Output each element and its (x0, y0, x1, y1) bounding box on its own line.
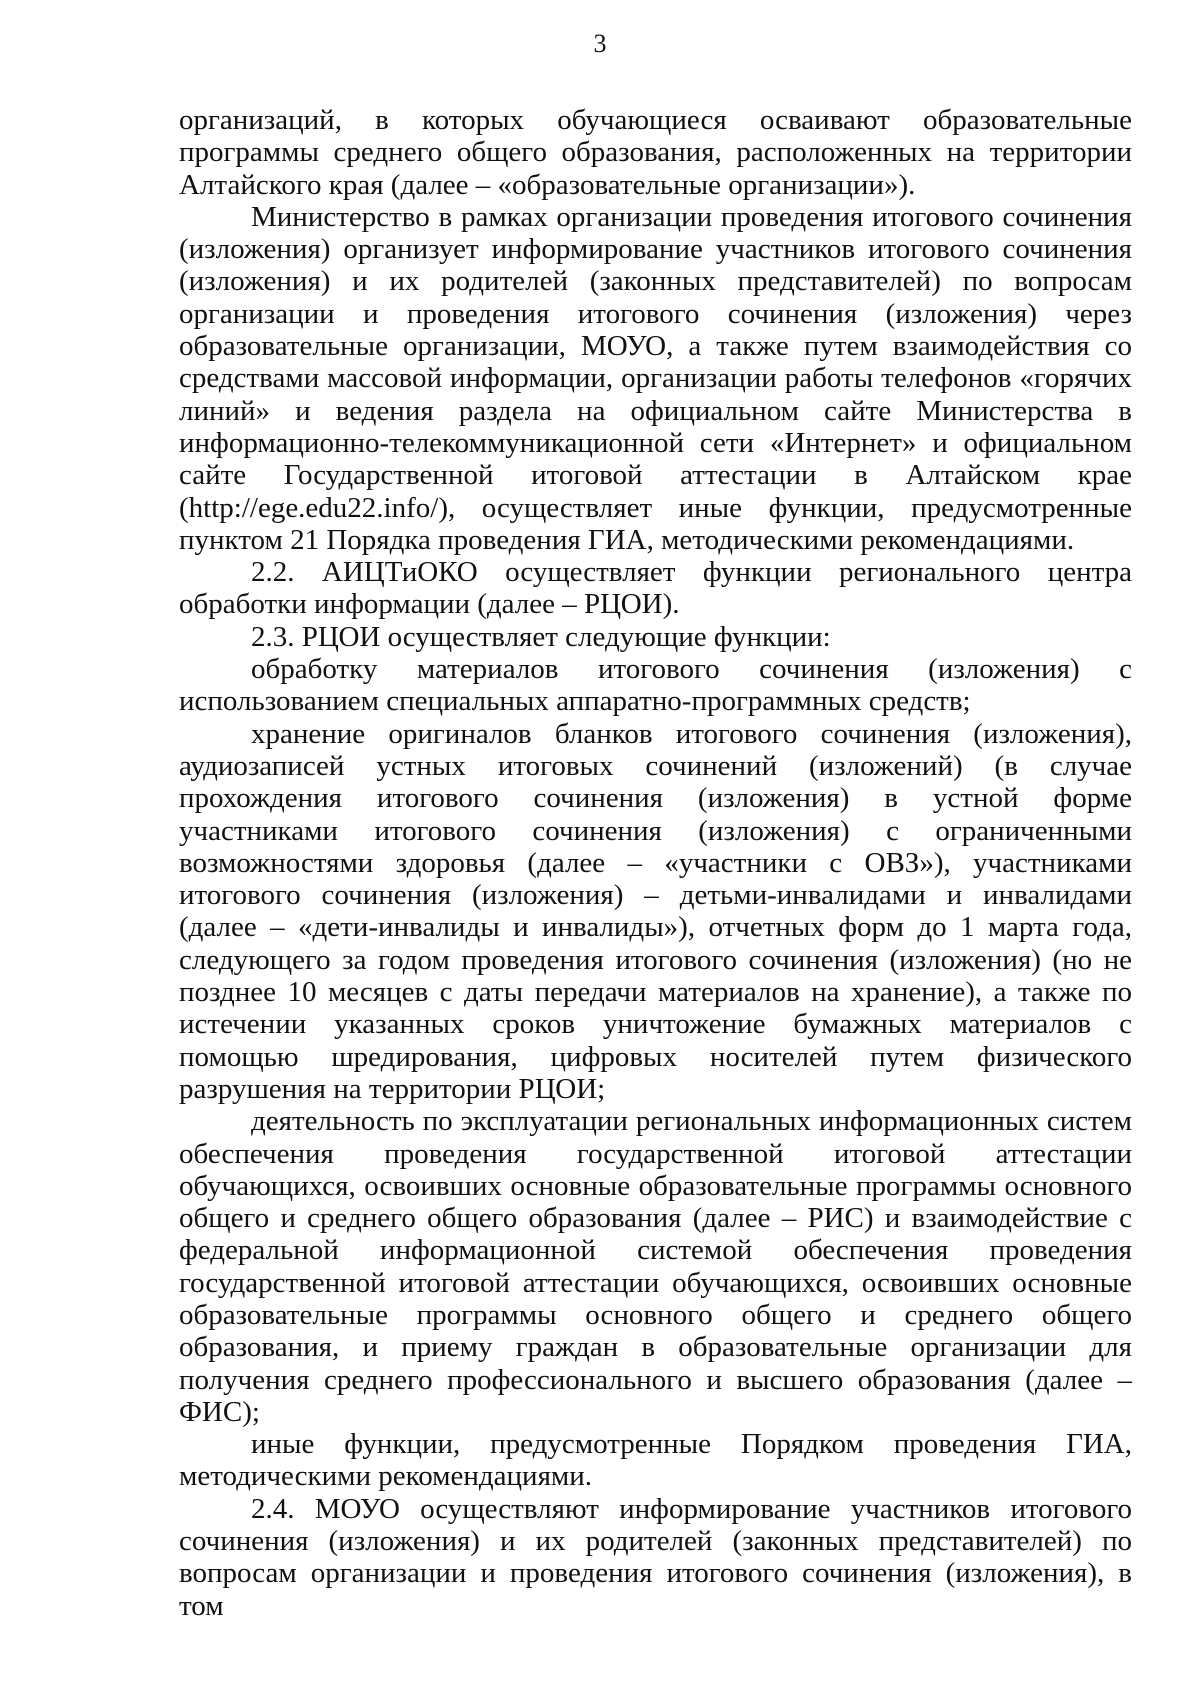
document-body (179, 104, 1132, 1622)
paragraph: иные функции, предусмотренные Порядком проведения ГИА, методическими рекомендациями. (179, 1428, 1132, 1493)
paragraph: Министерство в рамках организации проведения итогового сочинения (изложения) организует информирование участников итогового сочинения (изложения) и их родителей (законных представителей) по вопросам организации и проведения итогового сочинения (изложения) через образовательные организации, МОУО, а также путем взаимодействия со средствами массовой информации, организации работы телефонов «горячих линий» и ведения раздела на официальном сайте Министерства в информационно-телекоммуникационной сети «Интернет» и официальном сайте Государственной итоговой аттестации в Алтайском крае (http://ege.edu22.info/), осуществляет иные функции, предусмотренные пунктом 21 Порядка проведения ГИА, методическими рекомендациями. (179, 200, 1132, 556)
paragraph-section-2-4: 2.4. МОУО осуществляют информирование участников итогового сочинения (изложения) и их родителей (законных представителей) по вопросам организации и проведения итогового сочинения (изложения), в том (179, 1492, 1132, 1622)
paragraph-section-2-3: 2.3. РЦОИ осуществляет следующие функции: (251, 620, 831, 653)
paragraph-section-2-2: 2.2. АИЦТиОКО осуществляет функции регионального центра обработки информации (далее – РЦОИ). (179, 556, 1132, 621)
paragraph: хранение оригиналов бланков итогового сочинения (изложения), аудиозаписей устных итоговых сочинений (изложений) (в случае прохождения итогового сочинения (изложения) в устной форме участниками итогового сочинения (изложения) с ограниченными возможностями здоровья (далее – «участники с ОВЗ»), участниками итогового сочинения (изложения) – детьми-инвалидами и инвалидами (далее – «дети-инвалиды и инвалиды»), отчетных форм до 1 марта года, следующего за годом проведения итогового сочинения (изложения) (но не позднее 10 месяцев с даты передачи материалов на хранение), а также по истечении указанных сроков уничтожение бумажных материалов с помощью шредирования, цифровых носителей путем физического разрушения на территории РЦОИ; (179, 717, 1132, 1105)
paragraph: организаций, в которых обучающиеся осваивают образовательные программы среднего общего образования, расположенных на территории Алтайского края (далее – «образовательные организации»). (179, 104, 1132, 201)
page-number: 3 (593, 29, 607, 58)
paragraph: обработку материалов итогового сочинения (изложения) с использованием специальных аппаратно-программных средств; (179, 653, 1132, 718)
paragraph: деятельность по эксплуатации региональных информационных систем обеспечения проведения государственной итоговой аттестации обучающихся, освоивших основные образовательные программы основного общего и среднего общего образования (далее – РИС) и взаимодействие с федеральной информационной системой обеспечения проведения государственной итоговой аттестации обучающихся, освоивших основные образовательные программы основного общего и среднего общего образования, и приему граждан в образовательные организации для получения среднего профессионального и высшего образования (далее – ФИС); (179, 1105, 1132, 1428)
